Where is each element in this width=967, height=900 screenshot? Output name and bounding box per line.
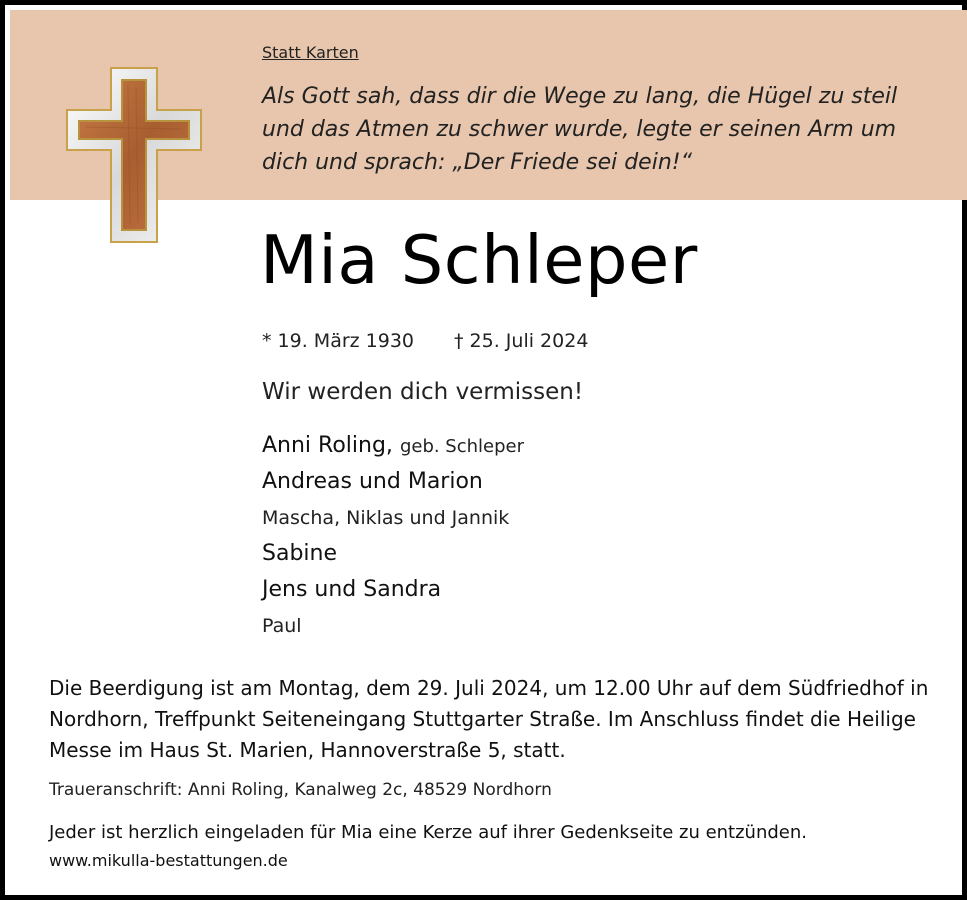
candle-invitation: Jeder ist herzlich eingeladen für Mia eine Kerze auf ihrer Gedenkseite zu entzünden.: [49, 822, 808, 843]
mourner-name: Jens und Sandra: [262, 577, 442, 602]
mourners-list: [262, 428, 524, 644]
mourner-note: geb. Schleper: [399, 436, 525, 457]
birth-date: * 19. März 1930: [262, 330, 415, 352]
website-link[interactable]: www.mikulla-bestattungen.de: [49, 851, 288, 870]
mourner-name: Andreas und Marion: [262, 469, 483, 494]
wooden-cross-icon: [66, 67, 202, 243]
mourner-name: Sabine: [262, 541, 338, 566]
death-date: † 25. Juli 2024: [454, 330, 589, 352]
mourner-entry: [262, 572, 524, 608]
life-dates: [262, 330, 588, 352]
mourner-entry: [262, 536, 524, 572]
memorial-verse: Als Gott sah, dass dir die Wege zu lang, die Hügel zu steil und das Atmen zu schwer wurde, legte er seinen Arm um dich und sprach: „Der Friede sei dein!“: [262, 84, 898, 175]
farewell-line: Wir werden dich vermissen!: [262, 379, 584, 405]
mourner-entry: [262, 464, 524, 500]
deceased-name: Mia Schleper: [260, 221, 698, 299]
funeral-details: Die Beerdigung ist am Montag, dem 29. Juli 2024, um 12.00 Uhr auf dem Südfriedhof in Nordhorn, Treffpunkt Seiteneingang Stuttgarter Straße. Im Anschluss findet die Heilige Messe im Haus St. Marien, Hannoverstraße 5, statt.: [49, 676, 929, 762]
mourner-name: Anni Roling,: [262, 433, 393, 458]
mourner-entry: [262, 428, 524, 464]
mourner-children: Mascha, Niklas und Jannik: [262, 507, 510, 529]
mourning-address: Traueranschrift: Anni Roling, Kanalweg 2c, 48529 Nordhorn: [49, 780, 552, 800]
statt-karten-label: Statt Karten: [262, 43, 359, 62]
mourner-children: Paul: [262, 615, 302, 637]
